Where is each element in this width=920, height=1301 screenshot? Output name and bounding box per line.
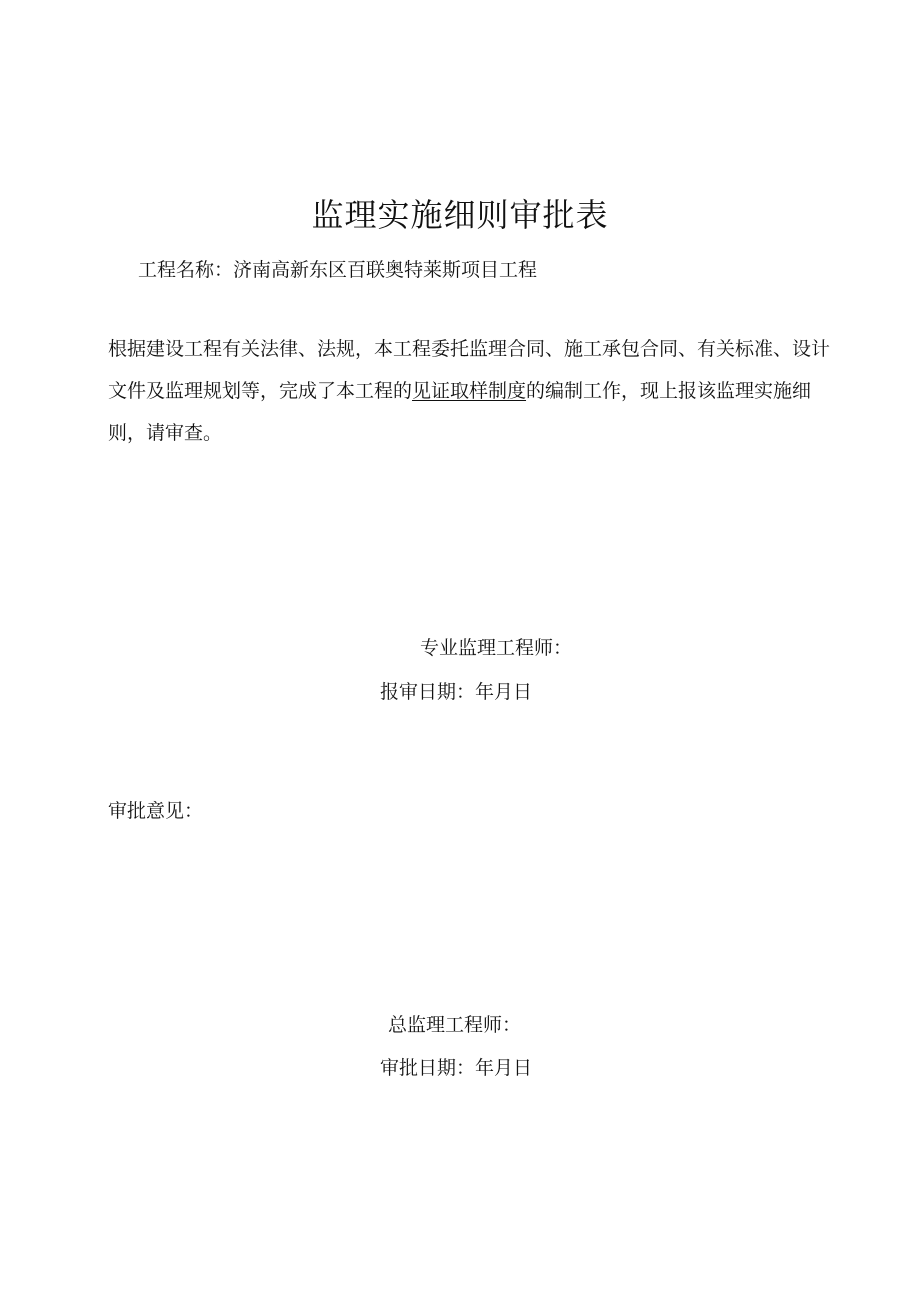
document-title: 监理实施细则审批表 (311, 196, 609, 234)
project-name-label: 工程名称： (138, 259, 234, 281)
approval-date-line (380, 1053, 532, 1080)
approval-opinion-label: 审批意见： (108, 800, 204, 822)
body-text-after: 的编制工作，现上报该监理实施细则，请审查。 (108, 380, 812, 444)
approval-date-value: 年月日 (475, 1057, 533, 1079)
body-paragraph (108, 328, 838, 454)
body-text-before: 根据建设工程有关法律、法规，本工程委托监理合同、施工承包合同、有关标准、设计文件及监理规划等，完成了本工程的 (108, 338, 831, 402)
project-name-value: 济南高新东区百联奥特莱斯项目工程 (233, 259, 538, 281)
submission-date-label: 报审日期： (380, 681, 476, 703)
submission-date-value: 年月日 (475, 681, 533, 703)
chief-engineer-label: 总监理工程师： (388, 1014, 522, 1036)
approval-date-label: 审批日期： (380, 1057, 476, 1079)
specialist-engineer-label: 专业监理工程师： (420, 637, 573, 659)
submission-date-line (380, 677, 532, 704)
underlined-plan-name: 见证取样制度 (412, 380, 527, 402)
project-name-line (138, 255, 537, 282)
